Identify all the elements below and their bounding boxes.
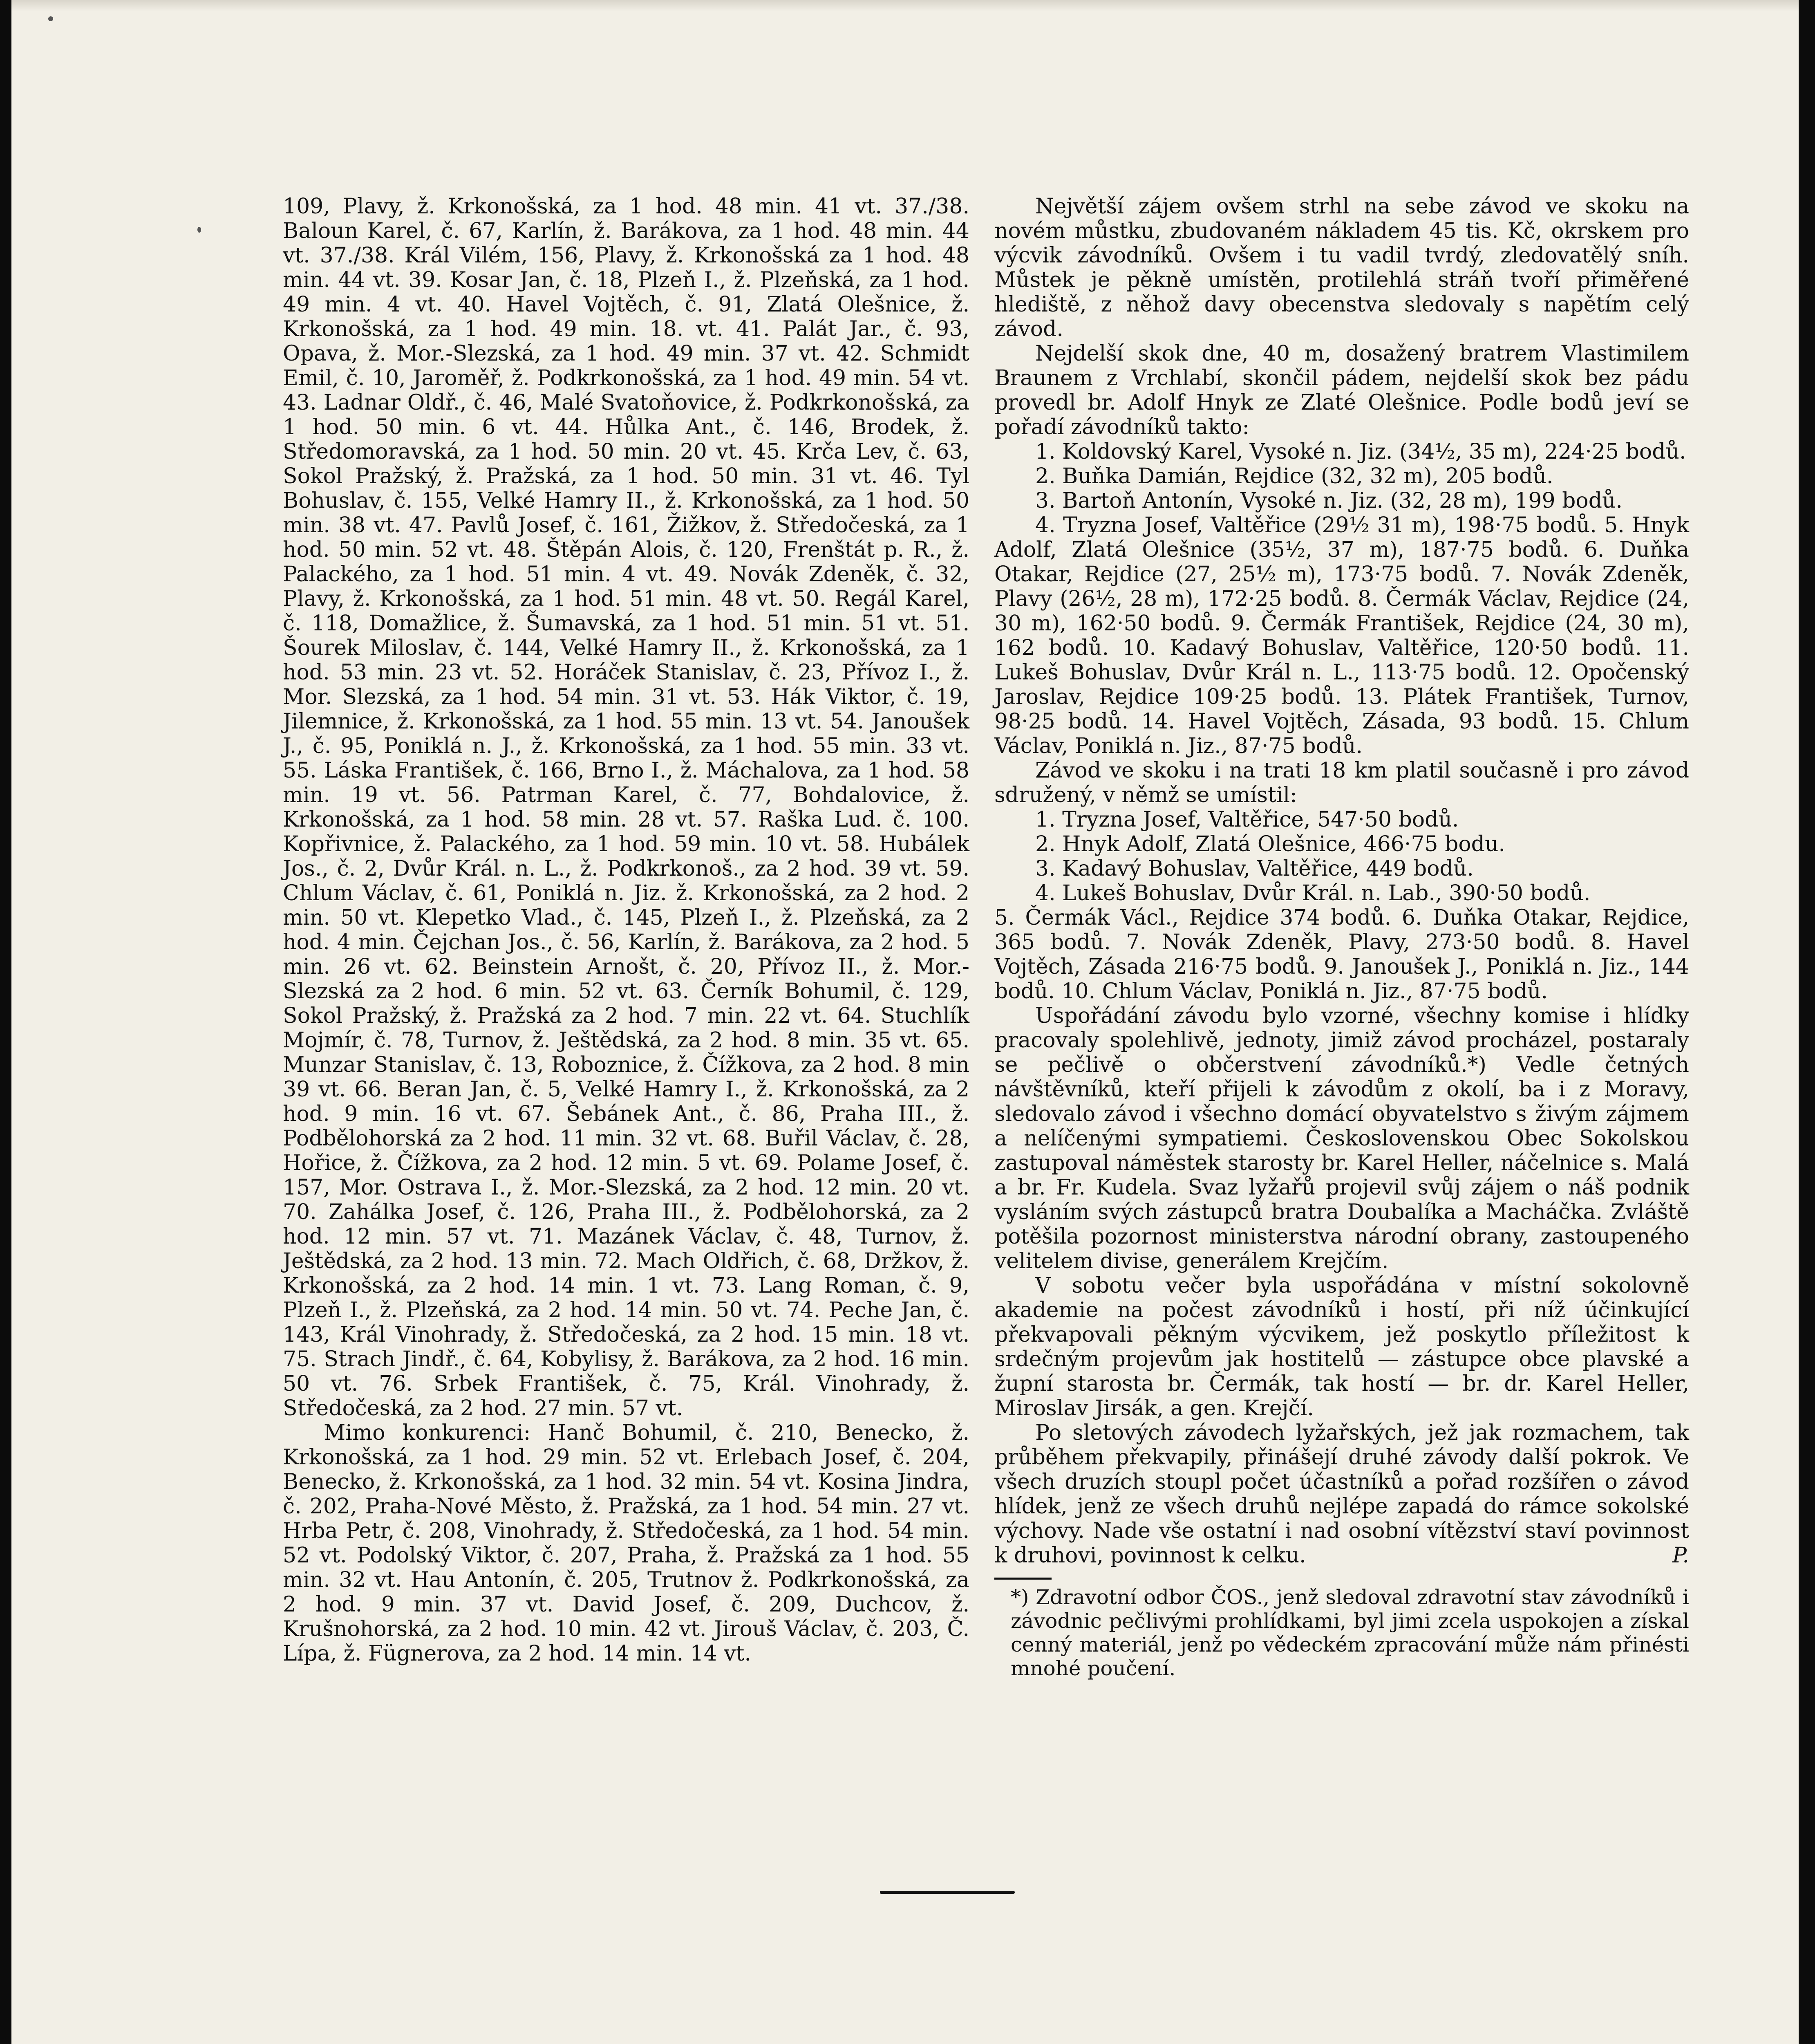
jump-ranking-item: 2. Buňka Damián, Rejdice (32, 32 m), 205 bodů. bbox=[1035, 464, 1553, 489]
scan-dust-mark bbox=[48, 16, 53, 21]
combined-ranking-rest: 5. Čermák Václ., Rejdice 374 bodů. 6. Duňka Otakar, Rejdice, 365 bodů. 7. Novák Zdeněk, Plavy, 273·50 bodů. 8. Havel Vojtěch, Zásada 216·75 bodů. 9. Janoušek J., Poniklá n. Jiz., 144 bodů. 10. Chlum Václav, Poniklá n. Jiz., 87·75 bodů. bbox=[994, 905, 1689, 1004]
closing-paragraph bbox=[994, 1421, 1689, 1568]
end-rule bbox=[880, 1891, 1015, 1894]
footnote-rule bbox=[994, 1578, 1052, 1580]
organisation-paragraph: Uspořádání závodu bylo vzorné, všechny komise i hlídky pracovaly spolehlivě, jednoty, jimiž závod procházel, postaraly se pečlivě o občerstvení závodníků.*) Vedle četných návštěvníků, kteří přijeli k závodům z okolí, ba i z Moravy, sledovalo závod i všechno domácí obyvatelstvo s živým zájmem a nelíčenými sympatiemi. Československou Obec Sokolskou zastupoval náměstek starosty br. Karel Heller, náčelnice s. Malá a br. Fr. Kudela. Svaz lyžařů projevil svůj zájem o náš podnik vysláním svých zástupců bratra Doubalíka a Macháčka. Zvláště potěšila pozornost ministerstva národní obrany, zastoupeného velitelem divise, generálem Krejčím. bbox=[994, 1004, 1689, 1273]
results-list-paragraph: 109, Plavy, ž. Krkonošská, za 1 hod. 48 min. 41 vt. 37./38. Baloun Karel, č. 67, Karlín, ž. Barákova, za 1 hod. 48 min. 44 vt. 37./38. Král Vilém, 156, Plavy, ž. Krkonošská za 1 hod. 48 min. 44 vt. 39. Kosar Jan, č. 18, Plzeň I., ž. Plzeňská, za 1 hod. 49 min. 4 vt. 40. Havel Vojtěch, č. 91, Zlatá Olešnice, ž. Krkonošská, za 1 hod. 49 min. 18. vt. 41. Palát Jar., č. 93, Opava, ž. Mor.-Slezská, za 1 hod. 49 min. 37 vt. 42. Schmidt Emil, č. 10, Jaroměř, ž. Podkrkonošská, za 1 hod. 49 min. 54 vt. 43. Ladnar Oldř., č. 46, Malé Svatoňovice, ž. Podkrkonošská, za 1 hod. 50 min. 6 vt. 44. Hůlka Ant., č. 146, Brodek, ž. Středomoravská, za 1 hod. 50 min. 20 vt. 45. Krča Lev, č. 63, Sokol Pražský, ž. Pražská, za 1 hod. 50 min. 31 vt. 46. Tyl Bohuslav, č. 155, Velké Hamry II., ž. Krkonošská, za 1 hod. 50 min. 38 vt. 47. Pavlů Josef, č. 161, Žižkov, ž. Středočeská, za 1 hod. 50 min. 52 vt. 48. Štěpán Alois, č. 120, Frenštát p. R., ž. Palackého, za 1 hod. 51 min. 4 vt. 49. Novák Zdeněk, č. 32, Plavy, ž. Krkonošská, za 1 hod. 51 min. 48 vt. 50. Regál Karel, č. 118, Domažlice, ž. Šumavská, za 1 hod. 51 min. 51 vt. 51. Šourek Miloslav, č. 144, Velké Hamry II., ž. Krkonošská, za 1 hod. 53 min. 23 vt. 52. Horáček Stanislav, č. 23, Přívoz I., ž. Mor. Slezská, za 1 hod. 54 min. 31 vt. 53. Hák Viktor, č. 19, Jilemnice, ž. Krkonošská, za 1 hod. 55 min. 13 vt. 54. Janoušek J., č. 95, Poniklá n. J., ž. Krkonošská, za 1 hod. 55 min. 33 vt. 55. Láska František, č. 166, Brno I., ž. Máchalova, za 1 hod. 58 min. 19 vt. 56. Patrman Karel, č. 77, Bohdalovice, ž. Krkonošská, za 1 hod. 58 min. 28 vt. 57. Raška Lud. č. 100. Kopřivnice, ž. Palackého, za 1 hod. 59 min. 10 vt. 58. Hubálek Jos., č. 2, Dvůr Král. n. L., ž. Podkrkonoš., za 2 hod. 39 vt. 59. Chlum Václav, č. 61, Poniklá n. Jiz. ž. Krkonošská, za 2 hod. 2 min. 50 vt. Klepetko Vlad., č. 145, Plzeň I., ž. Plzeňská, za 2 hod. 4 min. Čejchan Jos., č. 56, Karlín, ž. Barákova, za 2 hod. 5 min. 26 vt. 62. Beinstein Arnošt, č. 20, Přívoz II., ž. Mor.-Slezská za 2 hod. 6 min. 52 vt. 63. Černík Bohumil, č. 129, Sokol Pražský, ž. Pražská za 2 hod. 7 min. 22 vt. 64. Stuchlík Mojmír, č. 78, Turnov, ž. Ještědská, za 2 hod. 8 min. 35 vt. 65. Munzar Stanislav, č. 13, Roboznice, ž. Čížkova, za 2 hod. 8 min 39 vt. 66. Beran Jan, č. 5, Velké Hamry I., ž. Krkonošská, za 2 hod. 9 min. 16 vt. 67. Šebánek Ant., č. 86, Praha III., ž. Podbělohorská za 2 hod. 11 min. 32 vt. 68. Buřil Václav, č. 28, Hořice, ž. Čížkova, za 2 hod. 12 min. 5 vt. 69. Polame Josef, č. 157, Mor. Ostrava I., ž. Mor.-Slezská, za 2 hod. 12 min. 20 vt. 70. Zahálka Josef, č. 126, Praha III., ž. Podbělohorská, za 2 hod. 12 min. 57 vt. 71. Mazánek Václav, č. 48, Turnov, ž. Ještědská, za 2 hod. 13 min. 72. Mach Oldřich, č. 68, Držkov, ž. Krkonošská, za 2 hod. 14 min. 1 vt. 73. Lang Roman, č. 9, Plzeň I., ž. Plzeňská, za 2 hod. 14 min. 50 vt. 74. Peche Jan, č. 143, Král Vinohrady, ž. Středočeská, za 2 hod. 15 min. 18 vt. 75. Strach Jindř., č. 64, Kobylisy, ž. Barákova, za 2 hod. 16 min. 50 vt. 76. Srbek František, č. 75, Král. Vinohrady, ž. Středočeská, za 2 hod. 27 min. 57 vt. bbox=[283, 194, 969, 1421]
scan-top-edge bbox=[11, 0, 1799, 11]
footnote-text: *) Zdravotní odbor ČOS., jenž sledoval zdravotní stav závodníků i závodnic pečlivými prohlídkami, byl jimi zcela uspokojen a získal cenný materiál, jenž po vědeckém zpracování může nám přinésti mnohé poučení. bbox=[1011, 1585, 1689, 1680]
out-of-competition-paragraph: Mimo konkurenci: Hanč Bohumil, č. 210, Benecko, ž. Krkonošská, za 1 hod. 29 min. 52 vt. Erlebach Josef, č. 204, Benecko, ž. Krkonošská, za 1 hod. 32 min. 54 vt. Kosina Jindra, č. 202, Praha-Nové Město, ž. Pražská, za 1 hod. 54 min. 27 vt. Hrba Petr, č. 208, Vinohrady, ž. Středočeská, za 1 hod. 54 min. 52 vt. Podolský Viktor, č. 207, Praha, ž. Pražská za 1 hod. 55 min. 32 vt. Hau Antonín, č. 205, Trutnov ž. Podkrkonošská, za 2 hod. 9 min. 37 vt. David Josef, č. 209, Duchcov, ž. Krušnohorská, za 2 hod. 10 min. 42 vt. Jirouš Václav, č. 203, Č. Lípa, ž. Fügnerova, za 2 hod. 14 min. 14 vt. bbox=[283, 1421, 969, 1666]
jump-ranking-item: 1. Koldovský Karel, Vysoké n. Jiz. (34½, 35 m), 224·25 bodů. bbox=[1035, 439, 1686, 464]
jump-ranking-item: 3. Bartoň Antonín, Vysoké n. Jiz. (32, 28 m), 199 bodů. bbox=[1035, 489, 1623, 513]
right-column bbox=[994, 194, 1689, 1680]
combined-ranking-item: 2. Hnyk Adolf, Zlatá Olešnice, 466·75 bodu. bbox=[1035, 832, 1505, 856]
scan-dust-mark bbox=[197, 227, 201, 233]
document-page bbox=[11, 0, 1799, 2044]
jump-intro-paragraph: Největší zájem ovšem strhl na sebe závod ve skoku na novém můstku, zbudovaném nákladem 45 tis. Kč, okrskem pro výcvik závodníků. Ovšem i tu vadil tvrdý, zledovatělý sníh. Můstek je pěkně umístěn, protilehlá stráň tvoří přiměřené hlediště, z něhož davy obecenstva sledovaly s napětím celý závod. bbox=[994, 194, 1689, 341]
footnote bbox=[994, 1585, 1689, 1680]
combined-intro-paragraph: Závod ve skoku i na trati 18 km platil současně i pro závod sdružený, v němž se umístil: bbox=[994, 758, 1689, 807]
author-signature: P. bbox=[1672, 1543, 1689, 1568]
combined-ranking-item: 3. Kadavý Bohuslav, Valtěřice, 449 bodů. bbox=[1035, 856, 1474, 881]
combined-ranking-item: 1. Tryzna Josef, Valtěřice, 547·50 bodů. bbox=[1035, 807, 1459, 832]
combined-ranking-item: 4. Lukeš Bohuslav, Dvůr Král. n. Lab., 390·50 bodů. bbox=[1035, 881, 1591, 905]
longest-jump-paragraph: Nejdelší skok dne, 40 m, dosažený bratrem Vlastimilem Braunem z Vrchlabí, skončil pádem, nejdelší skok bez pádu provedl br. Adolf Hnyk ze Zlaté Olešnice. Podle bodů jeví se pořadí závodníků takto: bbox=[994, 341, 1689, 439]
academy-paragraph: V sobotu večer byla uspořádána v místní sokolovně akademie na počest závodníků i hostí, při níž účinkující překvapovali pěkným výcvikem, jež poskytlo příležitost k srdečným projevům jak hostitelů — zástupce obce plavské a župní starosta br. Čermák, tak hostí — br. dr. Karel Heller, Miroslav Jirsák, a gen. Krejčí. bbox=[994, 1273, 1689, 1421]
closing-text: Po sletových závodech lyžařských, jež jak rozmachem, tak průběhem překvapily, přinášejí druhé závody další pokrok. Ve všech druzích stoupl počet účastníků a pořad rozšířen o závod hlídek, jenž ze všech druhů nejlépe zapadá do rámce sokolské výchovy. Nade vše ostatní i nad osobní vítězství staví povinnost k druhovi, povinnost k celku. bbox=[994, 1421, 1689, 1568]
jump-ranking-rest: 4. Tryzna Josef, Valtěřice (29½ 31 m), 198·75 bodů. 5. Hnyk Adolf, Zlatá Olešnice (35½, 37 m), 187·75 bodů. 6. Duňka Otakar, Rejdice (27, 25½ m), 173·75 bodů. 7. Novák Zdeněk, Plavy (26½, 28 m), 172·25 bodů. 8. Čermák Václav, Rejdice (24, 30 m), 162·50 bodů. 9. Čermák František, Rejdice (24, 30 m), 162 bodů. 10. Kadavý Bohuslav, Valtěřice, 120·50 bodů. 11. Lukeš Bohuslav, Dvůr Král n. L., 113·75 bodů. 12. Opočenský Jaroslav, Rejdice 109·25 bodů. 13. Plátek František, Turnov, 98·25 bodů. 14. Havel Vojtěch, Zásada, 93 bodů. 15. Chlum Václav, Poniklá n. Jiz., 87·75 bodů. bbox=[994, 513, 1689, 758]
left-column bbox=[283, 194, 969, 1666]
